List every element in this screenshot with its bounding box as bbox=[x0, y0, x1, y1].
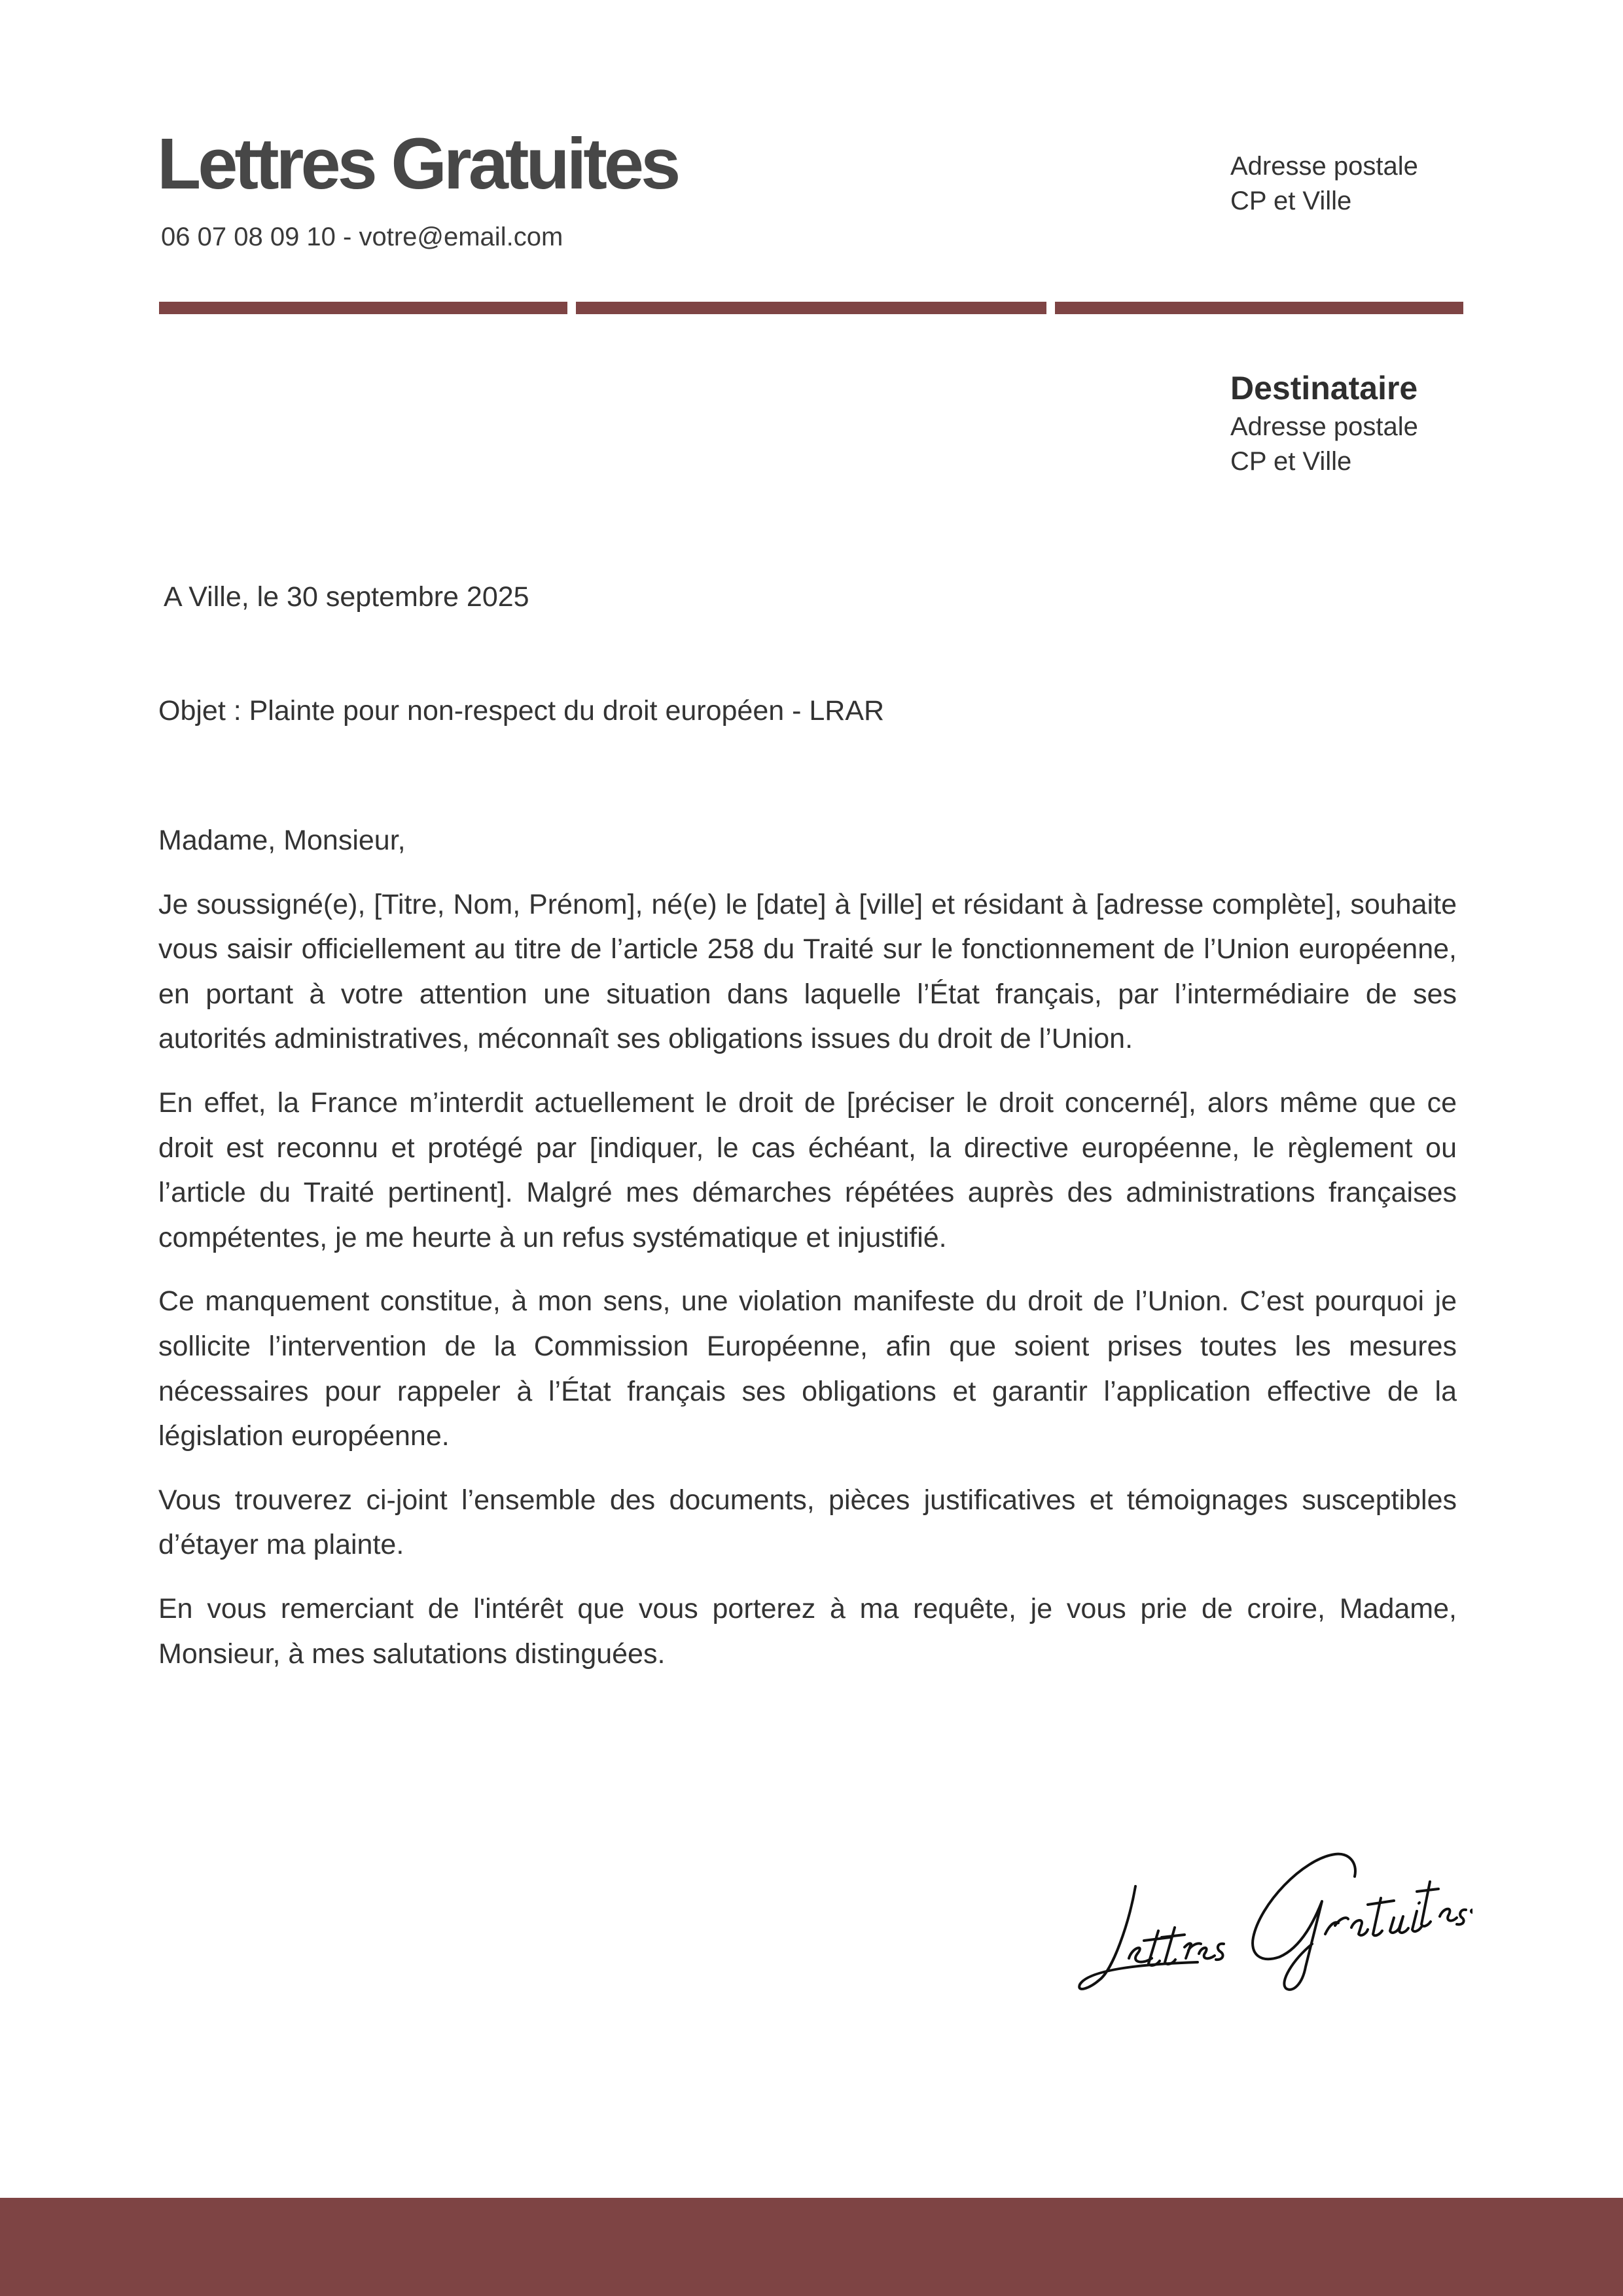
salutation: Madame, Monsieur, bbox=[158, 825, 406, 856]
sender-address bbox=[1230, 149, 1418, 219]
signature-handwriting bbox=[1060, 1813, 1472, 1996]
signature bbox=[1060, 1813, 1472, 1996]
brand-title: Lettres Gratuites bbox=[157, 124, 678, 204]
body-paragraph: En vous remerciant de l'intérêt que vous porterez à ma requête, je vous prie de croire, Madame, Monsieur, à mes salutations distinguées. bbox=[158, 1592, 1457, 1670]
sender-address-line: Adresse postale bbox=[1230, 152, 1418, 181]
header-divider-middle bbox=[576, 302, 1046, 314]
recipient-city-line: CP et Ville bbox=[1230, 447, 1352, 476]
sender-contact: 06 07 08 09 10 - votre@email.com bbox=[161, 223, 563, 251]
recipient-block bbox=[1230, 367, 1418, 479]
body-paragraph: Vous trouverez ci-joint l’ensemble des documents, pièces justificatives et témoignages susceptibles d’étayer ma plainte. bbox=[158, 1484, 1457, 1561]
letter-body bbox=[158, 818, 1457, 1695]
signature-dot bbox=[1470, 1909, 1472, 1914]
date-line: A Ville, le 30 septembre 2025 bbox=[164, 581, 529, 613]
header-divider-right bbox=[1055, 302, 1463, 314]
body-paragraph: Ce manquement constitue, à mon sens, une violation manifeste du droit de l’Union. C’est pourquoi je sollicite l’intervention de la Commission Européenne, afin que soient prises toutes les mesures nécessaires pour rappeler à l’État français ses obligations et garantir l’application effective de la législation européenne. bbox=[158, 1285, 1457, 1452]
footer-band bbox=[0, 2198, 1623, 2296]
subject-line: Objet : Plainte pour non-respect du droit européen - LRAR bbox=[158, 695, 885, 726]
header-divider-left bbox=[159, 302, 567, 314]
body-paragraph: Je soussigné(e), [Titre, Nom, Prénom], né(e) le [date] à [ville] et résidant à [adresse complète], souhaite vous saisir officiellement au titre de l’article 258 du Traité sur le fonctionnement de l’Union européenne, en portant à votre attention une situation dans laquelle l’État français, par l’intermédiaire de ses autorités administratives, méconnaît ses obligations issues du droit de l’Union. bbox=[158, 888, 1457, 1055]
sender-city-line: CP et Ville bbox=[1230, 187, 1352, 215]
body-paragraph: En effet, la France m’interdit actuellement le droit de [préciser le droit concerné], alors même que ce droit est reconnu et protégé par [indiquer, le cas échéant, la directive européenne, le règlement ou l’article du Traité pertinent]. Malgré mes démarches répétées auprès des administrations françaises compétentes, je me heurte à un refus systématique et injustifié. bbox=[158, 1086, 1457, 1253]
recipient-name: Destinataire bbox=[1230, 370, 1418, 406]
recipient-address-line: Adresse postale bbox=[1230, 412, 1418, 441]
